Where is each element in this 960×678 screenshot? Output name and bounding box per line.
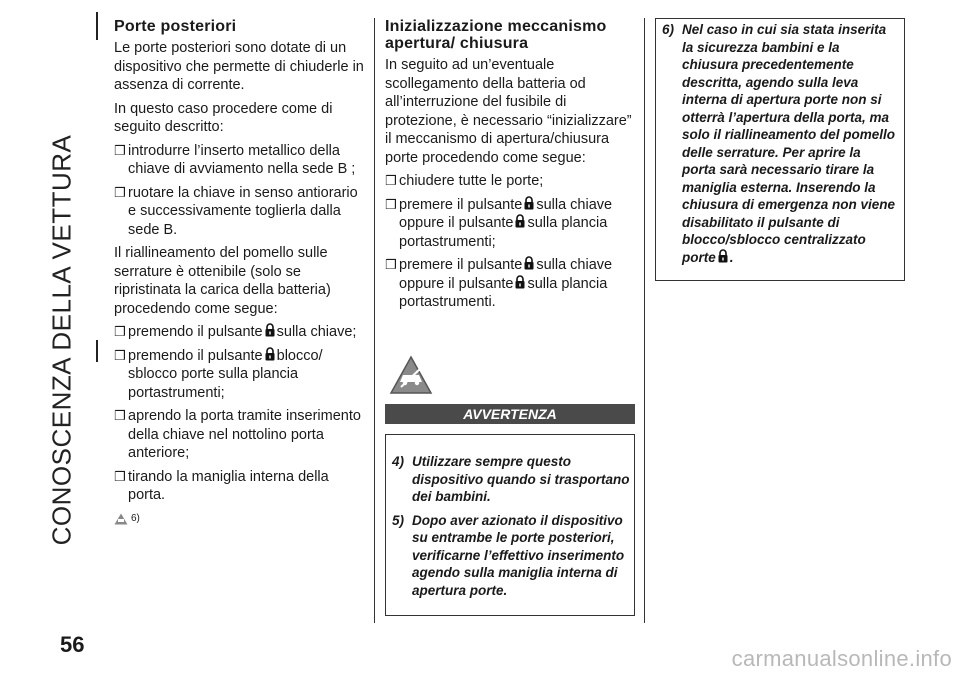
list-item: [114, 323, 364, 342]
paragraph: In seguito ad un’eventuale scollegamento della batteria od all’interruzione del fusibile di protezione, è necessario “inizializzare” il meccanismo di apertura/chiusura porte procedendo come segue:: [385, 57, 632, 166]
column-divider: [374, 18, 375, 623]
list-item: [114, 347, 364, 403]
checkbox-bullet-icon: ❒: [114, 324, 126, 339]
lock-icon: [265, 347, 275, 361]
list-item-text: aprendo la porta tramite inserimento della chiave nel nottolino porta anteriore;: [128, 408, 361, 461]
list-item-text: chiudere tutte le porte;: [399, 173, 544, 189]
page-number: 56: [60, 632, 85, 657]
reference-number: 6): [131, 512, 140, 524]
list-item: [385, 196, 635, 252]
note-number: 6): [662, 22, 675, 37]
warning-triangle-icon: [114, 513, 128, 525]
list-item-text: blocco/ sblocco porte sulla plancia portastrumenti;: [128, 347, 323, 401]
checkbox-bullet-icon: ❒: [114, 347, 126, 363]
checkbox-bullet-icon: ❒: [114, 142, 126, 158]
warning-box: [385, 434, 635, 616]
warning-note: [392, 512, 630, 600]
list-item: [114, 142, 364, 179]
note-text: Dopo aver azionato il dispositivo su entrambe le porte posteriori, verificarne l’effettivo inserimento agendo sulla maniglia interna di apertura porte.: [412, 512, 625, 598]
list-item-text: tirando la maniglia interna della porta.: [128, 468, 329, 503]
list-item-text: premendo il pulsante: [128, 324, 263, 340]
section-title: CONOSCENZA DELLA VETTURA: [46, 134, 77, 546]
list-item: [114, 184, 364, 240]
warning-reference: [114, 510, 364, 529]
checkbox-bullet-icon: ❒: [385, 196, 397, 212]
heading-porte-posteriori: Porte posteriori: [114, 18, 237, 35]
paragraph: In questo caso procedere come di seguito descritto:: [114, 100, 333, 135]
lock-icon: [515, 214, 525, 228]
list-item: [114, 407, 364, 463]
list-item-text: sulla chiave oppure il pulsante: [399, 257, 613, 292]
list-item-text: ruotare la chiave in senso antiorario e successivamente toglierla dalla sede B.: [128, 184, 358, 238]
section-rule-top: [96, 12, 98, 40]
lock-icon: [718, 249, 728, 263]
list-item-text: premere il pulsante: [399, 257, 523, 273]
column-divider: [644, 18, 645, 623]
column-3: [655, 18, 905, 281]
note-number: 5): [392, 512, 405, 528]
list-item-text: sulla plancia portastrumenti;: [399, 215, 608, 250]
warning-note: [662, 21, 898, 266]
column-2: [385, 18, 635, 616]
child-safety-warning-icon: [389, 355, 433, 395]
checkbox-bullet-icon: ❒: [385, 173, 397, 188]
warning-title-bar: AVVERTENZA: [385, 404, 635, 424]
checkbox-bullet-icon: ❒: [114, 184, 126, 200]
list-item-text: sulla plancia portastrumenti.: [399, 275, 608, 310]
column-1: [114, 18, 364, 528]
section-rule-bottom: [96, 340, 98, 362]
note-text: Nel caso in cui sia stata inserita la sicurezza bambini e la chiusura precedentemente descritta, agendo sulla leva interna di apertura porte non si otterrà l’apertura della porta, ma solo il riallineamento del pomello delle serrature. Per aprire la porta sarà necessario tirare la maniglia esterna. Inserendo la chiusura di emergenza non viene disabilitato il pulsante di blocco/sblocco centralizzato porte: [682, 22, 896, 265]
list-item: [385, 172, 635, 191]
list-item-text: premendo il pulsante: [128, 347, 263, 364]
note-text-end: .: [729, 249, 734, 265]
watermark: carmanualsonline.info: [731, 646, 952, 671]
warning-note: [392, 453, 630, 506]
lock-icon: [515, 275, 525, 289]
paragraph: Il riallineamento del pomello sulle serrature è ottenibile (solo se ripristinata la carica della batteria) procedendo come segue:: [114, 245, 331, 317]
list-item-text: sulla chiave;: [276, 324, 357, 340]
lock-icon: [265, 323, 275, 337]
list-item: [385, 256, 635, 312]
list-item: [114, 468, 364, 505]
heading-inizializzazione: Inizializzazione meccanismo apertura/ chiusura: [385, 18, 607, 52]
note-text: Utilizzare sempre questo dispositivo quando si trasportano dei bambini.: [412, 454, 630, 504]
list-item-text: premere il pulsante: [399, 196, 523, 213]
lock-icon: [524, 256, 534, 270]
note-box-6: [655, 18, 905, 281]
list-item-text: sulla chiave oppure il pulsante: [399, 196, 613, 231]
list-item-text: introdurre l’inserto metallico della chiave di avviamento nella sede B ;: [128, 142, 356, 177]
checkbox-bullet-icon: ❒: [385, 257, 397, 272]
checkbox-bullet-icon: ❒: [114, 408, 126, 423]
paragraph: Le porte posteriori sono dotate di un dispositivo che permette di chiuderle in assenza di corrente.: [114, 40, 364, 93]
checkbox-bullet-icon: ❒: [114, 468, 126, 484]
lock-icon: [524, 196, 534, 210]
note-number: 4): [392, 454, 405, 469]
